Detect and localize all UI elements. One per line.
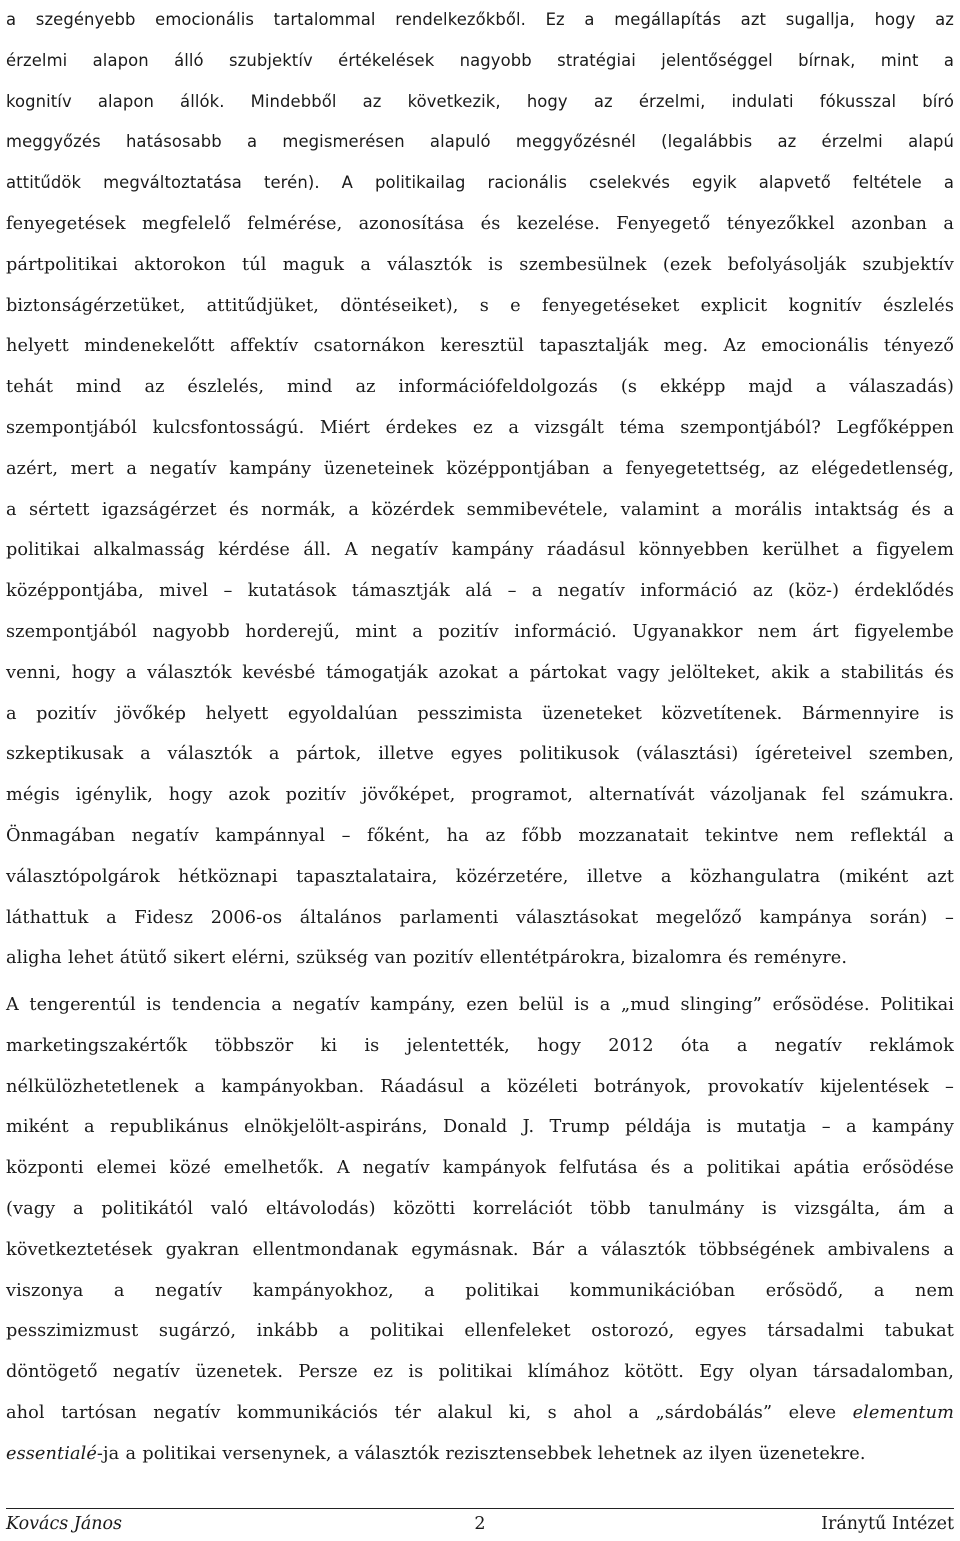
text-line: biztonságérzetüket, attitűdjüket, döntéseiket), s e fenyegetéseket explicit kognitív észlelés [6,295,954,316]
text-line: kognitív alapon állók. Mindebből az következik, hogy az érzelmi, indulati fókusszal bíró [6,91,954,111]
text-segment: viszonya a negatív kampányokhoz, a politikai kommunikációban erősödő, a nem [6,1280,954,1301]
text-line [6,1107,954,1148]
text-segment: miként a republikánus elnökjelölt-aspiráns, Donald J. Trump példája is mutatja – a kampány [6,1117,954,1138]
text-segment: központi elemei közé emelhetők. A negatív kampányok felfutása és a politikai apátia erősödése [6,1158,954,1179]
text-line [6,1067,954,1108]
text-segment: A tengerentúl is tendencia a negatív kampány, ezen belül is a „mud slinging” erősödése. Politikai [6,995,954,1015]
footer-organization: Iránytű Intézet [821,1514,954,1534]
text-line: láthattuk a Fidesz 2006-os általános parlamenti választásokat megelőző kampánya során) – [6,907,954,928]
text-line [6,1271,954,1312]
text-line [6,1434,954,1475]
body-paragraph-1 [6,0,954,979]
text-line: attitűdök megváltoztatása terén). A politikailag racionális cselekvés egyik alapvető feltétele a [6,173,954,193]
text-line: pártpolitikai aktorokon túl maguk a választók is szembesülnek (ezek befolyásolják szubjektív [6,254,954,275]
italic-term: essentialé [6,1443,97,1464]
text-line: érzelmi alapon álló szubjektív értékelések nagyobb stratégiai jelentőséggel bírnak, mint a [6,50,954,70]
text-line: Önmagában negatív kampánnyal – főként, ha az főbb mozzanatait tekintve nem reflektál a [6,825,954,846]
text-line: fenyegetések megfelelő felmérése, azonosítása és kezelése. Fenyegető tényezőkkel azonban a [6,213,954,234]
text-line: helyett mindenekelőtt affektív csatornákon keresztül tapasztalják meg. Az emocionális tényező [6,336,954,357]
text-segment: következtetések gyakran ellentmondanak egymásnak. Bár a választók többségének ambivalens a [6,1239,954,1260]
text-line: szempontjából nagyobb horderejű, mint a pozitív információ. Ugyanakkor nem árt figyelembe [6,621,954,642]
text-segment: ahol tartósan negatív kommunikációs tér alakul ki, s ahol a „sárdobálás” eleve [6,1402,853,1423]
text-line: a sértett igazságérzet és normák, a közérdek semmibevétele, valamint a morális intaktság és a [6,499,954,520]
text-segment: pesszimizmust sugárzó, inkább a politikai ellenfeleket ostorozó, egyes társadalmi tabukat [6,1321,954,1342]
text-segment: marketingszakértők többször ki is jelentették, hogy 2012 óta a negatív reklámok [6,1035,954,1056]
text-line: politikai alkalmasság kérdése áll. A negatív kampány ráadásul könnyebben kerülhet a figyelem [6,540,954,561]
body-paragraph-2 [6,985,954,1475]
text-segment: nélkülözhetetlenek a kampányokban. Ráadásul a közéleti botrányok, provokatív kijelentések – [6,1076,954,1097]
text-line [6,1393,954,1434]
text-segment: döntögető negatív üzenetek. Persze ez is politikai klímához kötött. Egy olyan társadalomban, [6,1362,954,1383]
italic-term: elementum [852,1402,954,1423]
text-line [6,1189,954,1230]
text-line [6,1230,954,1271]
text-line: aligha lehet átütő sikert elérni, szükség van pozitív ellentétpárokra, bizalomra és reményre. [6,948,848,969]
text-line: szempontjából kulcsfontosságú. Miért érdekes ez a vizsgált téma szempontjából? Legfőképpen [6,417,954,438]
text-line: mégis igénylik, hogy azok pozitív jövőképet, programot, alternatívát vázoljanak fel számukra. [6,785,954,806]
footer-page-number: 2 [474,1514,486,1534]
text-line [6,985,954,1026]
text-line [6,1311,954,1352]
text-line: venni, hogy a választók kevésbé támogatják azokat a pártokat vagy jelölteket, akik a stabilitás és [6,662,954,683]
text-line: szkeptikusak a választók a pártok, illetve egyes politikusok (választási) ígéreteivel szemben, [6,744,954,765]
footer-author: Kovács János [6,1514,123,1534]
text-line: választópolgárok hétköznapi tapasztalataira, közérzetére, illetve a közhangulatra (miként azt [6,866,954,887]
text-line [6,1148,954,1189]
text-line: azért, mert a negatív kampány üzeneteinek középpontjában a fenyegetettség, az elégedetlenség, [6,458,954,479]
text-line: tehát mind az észlelés, mind az információfeldolgozás (s ekképp majd a válaszadás) [6,377,954,398]
text-segment: -ja a politikai versenynek, a választók rezisztensebbek lehetnek az ilyen üzenetekre. [96,1443,866,1464]
text-line: középpontjába, mivel – kutatások támasztják alá – a negatív információ az (köz-) érdeklődés [6,581,954,602]
text-line: meggyőzés hatásosabb a megismerésen alapuló meggyőzésnél (legalábbis az érzelmi alapú [6,132,954,152]
text-line [6,1352,954,1393]
document-page [6,0,954,1541]
footer-divider [6,1508,954,1509]
text-line: a szegényebb emocionális tartalommal rendelkezőkből. Ez a megállapítás azt sugallja, hogy az [6,10,954,29]
text-segment: (vagy a politikától való eltávolodás) közötti korrelációt több tanulmány is vizsgálta, ám a [6,1198,954,1219]
page-footer [6,1514,954,1538]
text-line [6,1026,954,1067]
text-line: a pozitív jövőkép helyett egyoldalúan pesszimista üzeneteket közvetítenek. Bármennyire is [6,703,954,724]
